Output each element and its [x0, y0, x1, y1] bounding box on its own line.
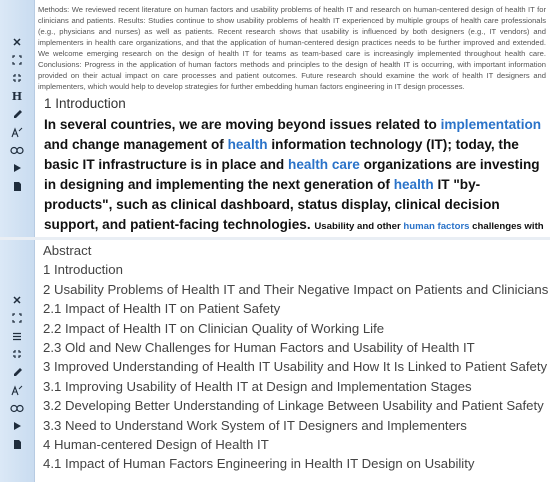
keyword-highlight: health care: [288, 157, 360, 172]
collapse-icon[interactable]: [0, 70, 34, 86]
close-icon[interactable]: [0, 34, 34, 50]
text-run: information technology (IT); today, the basic IT infrastructure is in place and: [44, 137, 519, 172]
font-size-icon[interactable]: [0, 124, 34, 140]
text-run: IT "by-products", such as clinical dashboard, status display, clinical decision support, and patient-facing technologies.: [44, 177, 500, 232]
toc-item-section-3[interactable]: 3 Improved Understanding of Health IT Usability and How It Is Linked to Patient Safety: [43, 359, 548, 375]
play-icon[interactable]: [0, 160, 34, 176]
reader-panel-toc: [0, 240, 550, 482]
text-run: organizations are investing in designing and implementing the next generation of: [44, 157, 540, 192]
document-icon[interactable]: [0, 178, 34, 194]
reader-toolbar: [0, 0, 35, 237]
text-run: Usability and other: [314, 221, 404, 232]
intro-paragraph: [44, 115, 546, 237]
document-icon[interactable]: [0, 436, 34, 452]
toc-item-section-3-2[interactable]: 3.2 Developing Better Understanding of Linkage Between Usability and Patient Safety: [43, 398, 544, 414]
heading-icon[interactable]: H: [11, 89, 23, 103]
reader-panel-top: [0, 0, 550, 237]
read-aloud-icon[interactable]: [0, 142, 34, 158]
section-heading: 1 Introduction: [44, 96, 126, 111]
text-run: In several countries, we are moving beyond issues related to: [44, 117, 441, 132]
text-run: and change management of: [44, 137, 228, 152]
toc-item-section-3-3[interactable]: 3.3 Need to Understand Work System of IT Designers and Implementers: [43, 417, 467, 433]
toc-item-section-2-2[interactable]: 2.2 Impact of Health IT on Clinician Quality of Working Life: [43, 320, 385, 336]
highlighter-icon[interactable]: [0, 106, 34, 122]
list-icon[interactable]: [0, 328, 34, 344]
highlighter-icon[interactable]: [0, 364, 34, 380]
table-of-contents: [43, 241, 549, 474]
reader-toolbar: [0, 240, 35, 482]
fit-page-icon[interactable]: [0, 310, 34, 326]
keyword-highlight: human factors: [403, 221, 470, 232]
toc-item-abstract[interactable]: Abstract: [43, 243, 92, 258]
abstract-paragraph: Methods: We reviewed recent literature on human factors and usability problems of health IT and research on human-centered design of health IT for clinicians and patients. Results: Studies continue to show usability problems of health IT experienced by multiple groups of health care professionals (e.g., physicians and nurses) as well as patients. Recent research shows that usability is influenced by both designers (e.g., IT vendors) and implementers in health care organizations, and that the application of human-centered design practices needs to be further improved and extended. We welcome emerging research on the design of health IT for teams as team-based care is increasingly implemented throughout health care. Conclusions: Progress in the application of human factors methods and principles to the design of health IT is occurring, with important information provided on their actual impact on care processes and patient outcomes. Future research should examine the work of health IT designers and implementers, which would help to develop strategies for further embedding human factors engineering in IT design processes.: [38, 5, 546, 91]
font-size-icon[interactable]: [0, 382, 34, 398]
keyword-highlight: health: [393, 177, 434, 192]
toc-item-section-2[interactable]: 2 Usability Problems of Health IT and Their Negative Impact on Patients and Clinicians: [43, 281, 549, 297]
toc-item-section-2-1[interactable]: 2.1 Impact of Health IT on Patient Safety: [43, 301, 281, 317]
read-aloud-icon[interactable]: [0, 400, 34, 416]
text-run: challenges with: [469, 221, 544, 232]
toc-item-introduction[interactable]: 1 Introduction: [43, 262, 123, 278]
toc-item-section-2-3[interactable]: 2.3 Old and New Challenges for Human Factors and Usability of Health IT: [43, 339, 475, 355]
toc-item-section-3-1[interactable]: 3.1 Improving Usability of Health IT at Design and Implementation Stages: [43, 378, 472, 394]
fit-page-icon[interactable]: [0, 52, 34, 68]
keyword-highlight: implementation: [440, 117, 542, 132]
toc-item-section-4-1[interactable]: 4.1 Impact of Human Factors Engineering in Health IT Design on Usability: [43, 456, 475, 472]
keyword-highlight: health: [227, 137, 268, 152]
close-icon[interactable]: [0, 292, 34, 308]
play-icon[interactable]: [0, 418, 34, 434]
article-content: [38, 0, 546, 237]
collapse-icon[interactable]: [0, 346, 34, 362]
toc-item-section-4[interactable]: 4 Human-centered Design of Health IT: [43, 436, 269, 452]
